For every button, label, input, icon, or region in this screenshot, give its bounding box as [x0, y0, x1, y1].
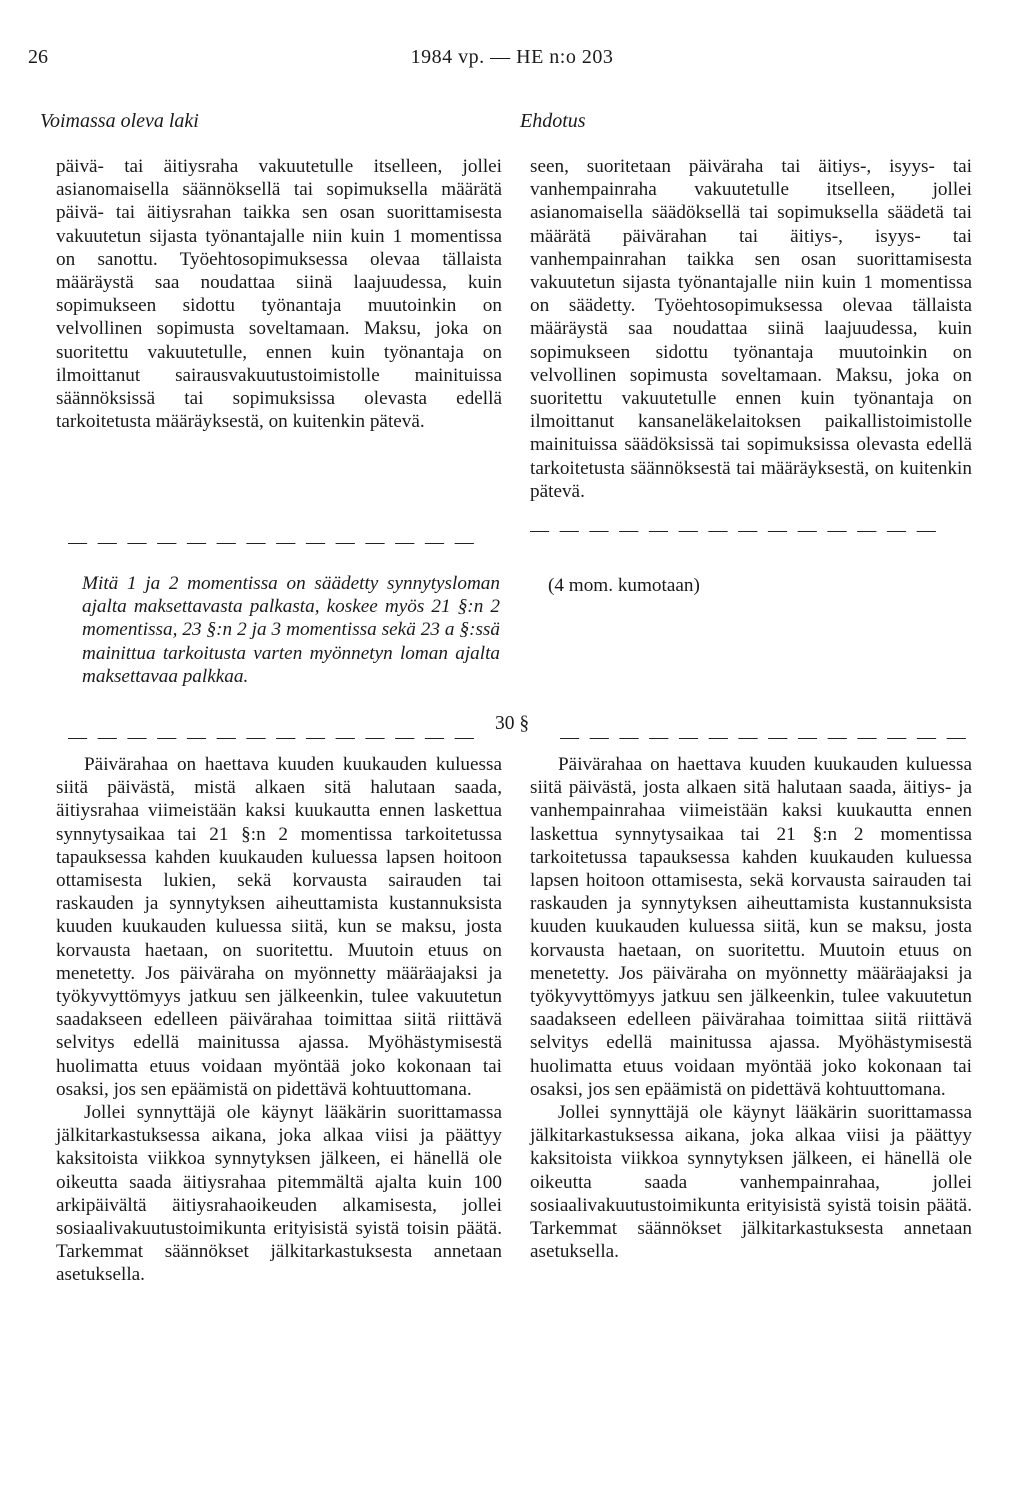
current-law-section-30 [56, 753, 502, 1287]
proposal-section-30-moment-2: Jollei synnyttäjä ole käynyt lääkärin suorittamassa jälkitarkastuksessa aikana, joka alkaa viisi ja päättyy kaksitoista viikkoa synnytyksen jälkeen, ei hänellä ole oikeutta saada vanhempainrahaa, jollei sosiaalivakuutustoimikunta erityisistä syistä toisin päätä. Tarkemmat säännökset jälkitarkastuksesta annetaan asetuksella. [530, 1102, 972, 1263]
omission-dashes-left-2: — — — — — — — — — — — — — — [68, 727, 477, 748]
omission-dashes-right-1: — — — — — — — — — — — — — — [530, 520, 939, 541]
current-law-paragraph-1 [56, 155, 502, 433]
current-law-text-2: Mitä 1 ja 2 momentissa on säädetty synnytysloman ajalta maksettavasta palkasta, koskee myös 21 §:n 2 momentissa, 23 §:n 2 ja 3 momentissa sekä 23 a §:ssä mainittua tarkoitusta varten myönnetyn loman ajalta maksettavaa palkkaa. [82, 573, 500, 687]
proposal-text-2: (4 mom. kumotaan) [548, 575, 700, 596]
proposal-text-1: seen, suoritetaan päiväraha tai äitiys-, isyys- tai vanhempainraha vakuutetulle itselleen, jollei asianomaisella säädöksellä tai sopimuksella säädetä tai määrätä päivärahan tai äitiys-, isyys- tai vanhempainrahan taikka sen osan suorittamisesta vakuutetun sijasta työnantajalle niin kuin 1 momentissa on säädetty. Työehtosopimuksessa olevaa tällaista määräystä saa noudattaa siinä laajuudessa, kuin sopimukseen sidottu työnantaja muutoinkin on velvollinen sopimusta soveltamaan. Maksu, joka on suoritettu vakuutetulle ennen kuin työnantaja on ilmoittanut kansaneläkelaitoksen paikallistoimistolle mainituissa säädöksissä tai sopimuksissa olevasta edellä tarkoitetusta säännöksestä tai määräyksestä, on kuitenkin pätevä. [530, 156, 972, 502]
proposal-repeal-note [548, 574, 990, 597]
section-heading: 30 § [494, 713, 530, 734]
right-column-heading: Ehdotus [520, 110, 586, 132]
current-law-text-1: päivä- tai äitiysraha vakuutetulle itselleen, jollei asianomaisella säännöksellä tai sopimuksella määrätä päivä- tai äitiysrahan taikka sen osan suorittamisesta vakuutetun sijasta työnantajalle niin kuin 1 momentissa on sanottu. Työehtosopimuksessa olevaa tällaista määräystä saa noudattaa siinä laajuudessa, kuin sopimukseen sidottu työnantaja muutoinkin on velvollinen sopimusta soveltamaan. Maksu, joka on suoritettu vakuutetulle, ennen kuin työnantaja on ilmoittanut sairausvakuutustoimistolle mainituissa säännöksissä tai sopimuksissa olevasta edellä tarkoitetusta määräyksestä, on kuitenkin pätevä. [56, 156, 502, 433]
current-law-paragraph-2 [82, 572, 500, 688]
proposal-paragraph-1 [530, 155, 972, 503]
running-header: 1984 vp. — HE n:o 203 [410, 46, 614, 68]
left-column-heading: Voimassa oleva laki [40, 110, 199, 132]
proposal-section-30-moment-1: Päivärahaa on haettava kuuden kuukauden kuluessa siitä päivästä, josta alkaen sitä halutaan saada, äitiys- ja vanhempainrahaa viimeistään kaksi kuukautta ennen laskettua synnytysaikaa tai 21 §:n 2 momentissa tarkoitetussa tapauksessa kahden kuukauden kuluessa lapsen hoitoon ottamisesta, sekä korvausta sairauden tai raskauden ja synnytyksen aiheuttamista kustannuksista kuuden kuukauden kuluessa siitä, kun se maksu, josta korvausta haetaan, on suoritettu. Muutoin etuus on menetetty. Jos päiväraha on myönnetty määräajaksi ja työkyvyttömyys jatkuu sen jälkeenkin, tulee vakuutetun saadakseen edelleen päivärahaa toimittaa siitä riittävä selvitys edellä mainitussa ajassa. Myöhästymisestä huolimatta etuus voidaan myöntää joko kokonaan tai osaksi, jos sen epäämistä on pidettävä kohtuuttomana. [530, 754, 972, 1100]
page-number: 26 [28, 46, 48, 68]
omission-dashes-right-2: — — — — — — — — — — — — — — [560, 727, 969, 748]
omission-dashes-left-1: — — — — — — — — — — — — — — [68, 532, 477, 553]
current-law-section-30-moment-2: Jollei synnyttäjä ole käynyt lääkärin suorittamassa jälkitarkastuksessa aikana, joka alkaa viisi ja päättyy kaksitoista viikkoa synnytyksen jälkeen, ei hänellä ole oikeutta saada äitiysrahaa pitemmältä ajalta kuin 100 arkipäivältä äitiysrahaoikeuden alkamisesta, jollei sosiaalivakuutustoimikunta erityisistä syistä toisin päätä. Tarkemmat säännökset jälkitarkastuksesta annetaan asetuksella. [56, 1102, 502, 1286]
proposal-section-30 [530, 753, 972, 1263]
current-law-section-30-moment-1: Päivärahaa on haettava kuuden kuukauden kuluessa siitä päivästä, mistä alkaen sitä halutaan saada, äitiysrahaa viimeistään kaksi kuukautta ennen laskettua synnytysaikaa tai 21 §:n 2 momentissa tarkoitetussa tapauksessa kahden kuukauden kuluessa lapsen hoitoon ottamisesta lukien, sekä korvausta sairauden tai raskauden ja synnytyksen aiheuttamista kustannuksista kuuden kuukauden kuluessa siitä, kun se maksu, josta korvausta haetaan, on suoritettu. Muutoin etuus on menetetty. Jos päiväraha on myönnetty määräajaksi ja työkyvyttömyys jatkuu sen jälkeenkin, tulee vakuutetun saadakseen edelleen päivärahaa toimittaa siitä riittävä selvitys edellä mainitussa ajassa. Myöhästymisestä huolimatta etuus voidaan myöntää joko kokonaan tai osaksi, jos sen epäämistä on pidettävä kohtuuttomana. [56, 754, 502, 1100]
